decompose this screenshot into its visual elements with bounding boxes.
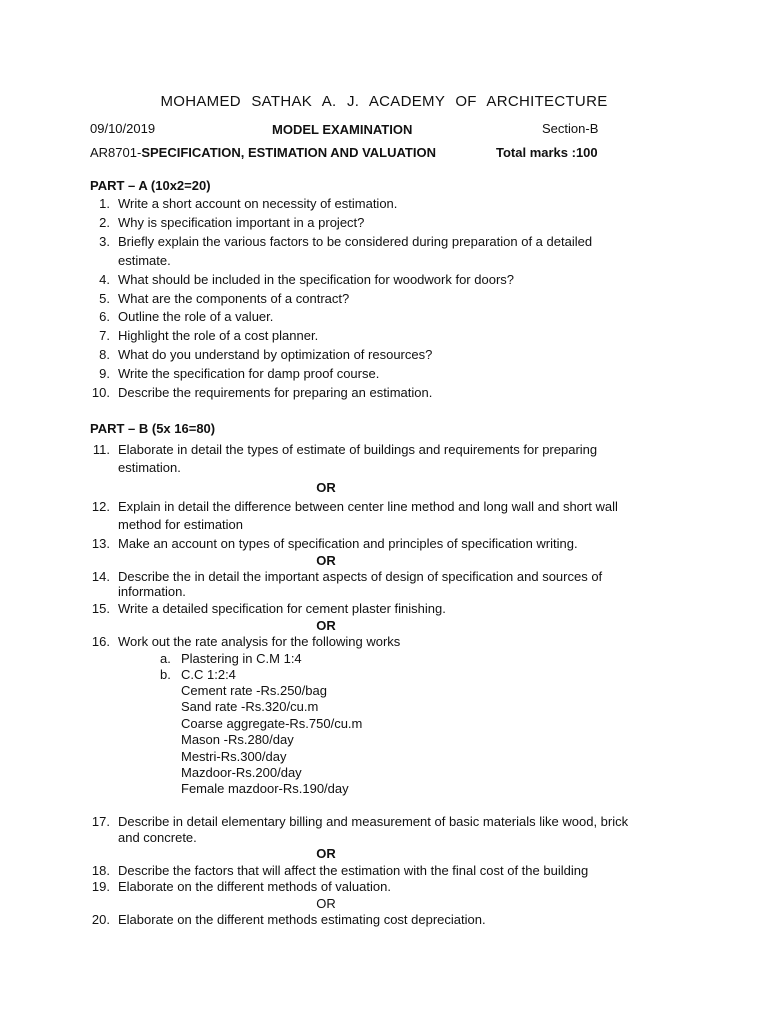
q10-text: Describe the requirements for preparing an estimation. (118, 385, 433, 400)
q8-text: What do you understand by optimization of resources? (118, 347, 433, 362)
q7-text: Highlight the role of a cost planner. (118, 328, 319, 343)
q16-text: Work out the rate analysis for the following works (118, 634, 401, 649)
q12-text-cont: method for estimation (118, 517, 244, 532)
q10-number: 10. (91, 385, 110, 400)
or-divider: OR (316, 553, 336, 568)
q16-number: 16. (91, 634, 110, 649)
q13-text: Make an account on types of specification and principles of specification writing. (118, 536, 578, 551)
or-divider: OR (316, 480, 336, 495)
q15-text: Write a detailed specification for cement plaster finishing. (118, 601, 446, 616)
q16-item-a: Plastering in C.M 1:4 (181, 651, 302, 666)
or-divider: OR (316, 896, 336, 911)
rate-item: Female mazdoor-Rs.190/day (181, 781, 349, 796)
q18-number: 18. (91, 863, 110, 878)
total-marks: Total marks :100 (496, 145, 598, 160)
q20-number: 20. (91, 912, 110, 927)
course-code: AR8701- (90, 145, 142, 160)
section-label: Section-B (542, 121, 599, 136)
q1-text: Write a short account on necessity of estimation. (118, 196, 398, 211)
q18-text: Describe the factors that will affect the estimation with the final cost of the building (118, 863, 589, 878)
q19-text: Elaborate on the different methods of valuation. (118, 879, 391, 894)
q5-text: What are the components of a contract? (118, 291, 350, 306)
q17-number: 17. (91, 814, 110, 829)
rate-item: Coarse aggregate-Rs.750/cu.m (181, 716, 363, 731)
q14-text: Describe the in detail the important aspects of design of specification and sources of (118, 569, 603, 584)
q6-text: Outline the role of a valuer. (118, 309, 274, 324)
rate-item: Sand rate -Rs.320/cu.m (181, 699, 319, 714)
q16-item-b-label: b. (160, 667, 171, 682)
q13-number: 13. (91, 536, 110, 551)
q4-text: What should be included in the specification for woodwork for doors? (118, 272, 514, 287)
q17-text: Describe in detail elementary billing and measurement of basic materials like wood, brick (118, 814, 629, 829)
rate-item: Mason -Rs.280/day (181, 732, 294, 747)
q20-text: Elaborate on the different methods estimating cost depreciation. (118, 912, 486, 927)
or-divider: OR (316, 618, 336, 633)
part-a-title: PART – A (10x2=20) (90, 178, 211, 193)
rate-item: Mestri-Rs.300/day (181, 749, 287, 764)
course-subject: SPECIFICATION, ESTIMATION AND VALUATION (141, 145, 436, 160)
q5-number: 5. (99, 291, 110, 306)
q19-number: 19. (91, 879, 110, 894)
q3-text: Briefly explain the various factors to be considered during preparation of a detailed (118, 234, 593, 249)
q8-number: 8. (99, 347, 110, 362)
institution-title: MOHAMED SATHAK A. J. ACADEMY OF ARCHITECTURE (160, 93, 608, 110)
exam-date: 09/10/2019 (90, 121, 156, 136)
rate-item: Cement rate -Rs.250/bag (181, 683, 327, 698)
q16-item-b: C.C 1:2:4 (181, 667, 236, 682)
q15-number: 15. (91, 601, 110, 616)
q16-item-a-label: a. (160, 651, 171, 666)
q2-text: Why is specification important in a project? (118, 215, 365, 230)
q9-text: Write the specification for damp proof course. (118, 366, 380, 381)
q9-number: 9. (99, 366, 110, 381)
q11-text-cont: estimation. (118, 460, 181, 475)
q3-number: 3. (99, 234, 110, 249)
q1-number: 1. (99, 196, 110, 211)
q11-text: Elaborate in detail the types of estimate of buildings and requirements for preparing (118, 442, 598, 457)
q4-number: 4. (99, 272, 110, 287)
q11-number: 11. (92, 442, 110, 457)
or-divider: OR (316, 846, 336, 861)
q6-number: 6. (99, 309, 110, 324)
exam-name: MODEL EXAMINATION (272, 122, 413, 137)
part-b-title: PART – B (5x 16=80) (90, 421, 216, 436)
q3-text-cont: estimate. (118, 253, 171, 268)
q14-text-cont: information. (118, 584, 186, 599)
q7-number: 7. (99, 328, 110, 343)
q12-number: 12. (91, 499, 110, 514)
q14-number: 14. (91, 569, 110, 584)
q12-text: Explain in detail the difference between center line method and long wall and short wall (118, 499, 618, 514)
q2-number: 2. (99, 215, 110, 230)
q17-text-cont: and concrete. (118, 830, 197, 845)
rate-item: Mazdoor-Rs.200/day (181, 765, 302, 780)
course-line (90, 145, 436, 160)
